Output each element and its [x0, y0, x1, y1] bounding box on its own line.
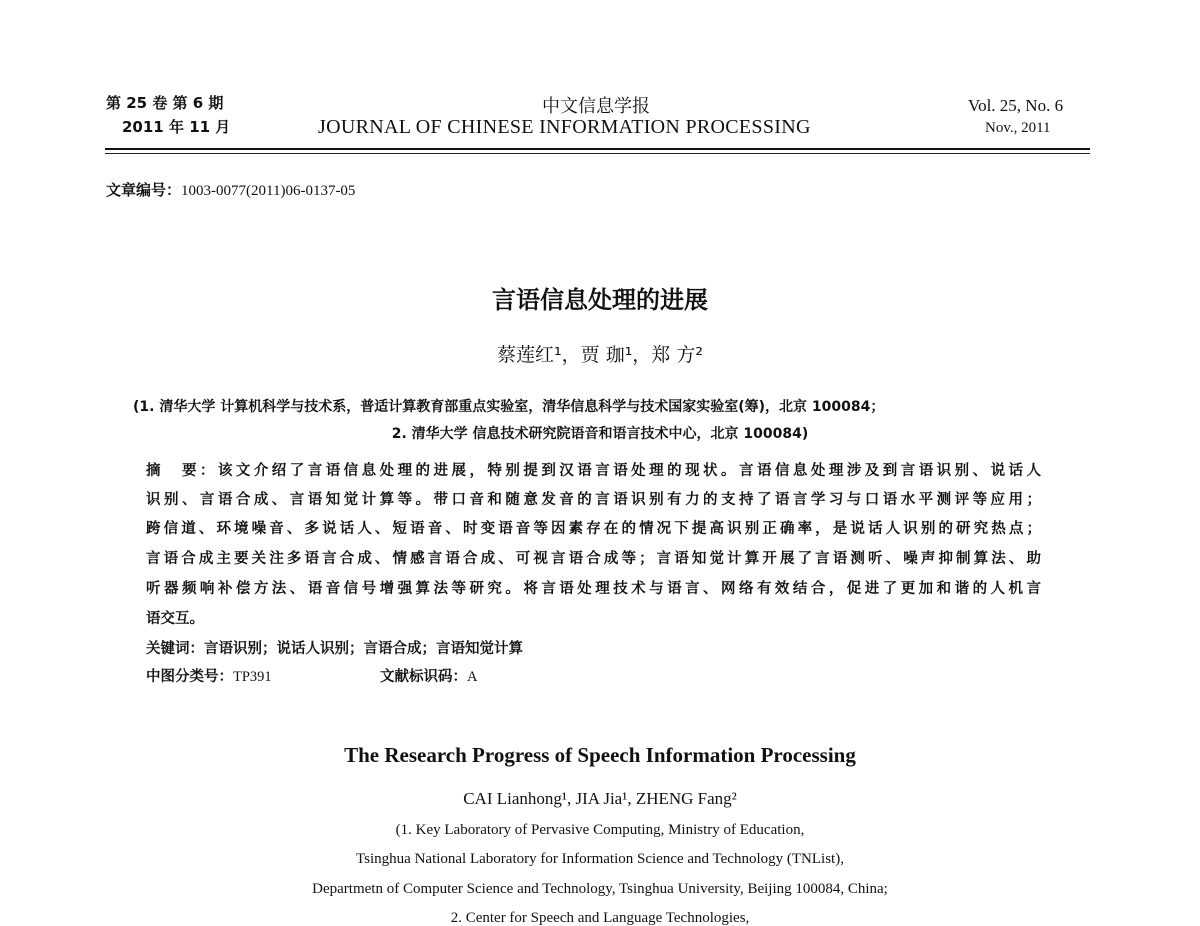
keywords-value: 言语识别；说话人识别；言语合成；言语知觉计算: [204, 641, 523, 657]
title-en: The Research Progress of Speech Information Processing: [344, 743, 856, 767]
classification: [146, 665, 272, 686]
affiliation-cn-1: (1. 清华大学 计算机科学与技术系，普适计算教育部重点实验室，清华信息科学与技术国家实验室(筹)，北京 100084；: [133, 399, 885, 415]
abstract-line: 识别、言语合成、言语知觉计算等。带口音和随意发音的言语识别有力的支持了语言学习与口语水平测评等应用；: [146, 492, 1041, 508]
authors-cn: 蔡莲红¹，贾 珈¹，郑 方²: [497, 344, 703, 366]
abstract-line: [146, 459, 1041, 480]
abstract-line: 语交互。: [146, 611, 204, 627]
date-cn: 2011 年 11 月: [122, 118, 231, 136]
abstract-line: 听器频响补偿方法、语音信号增强算法等研究。将言语处理技术与语言、网络有效结合，促进了更加和谐的人机言: [146, 581, 1041, 597]
keywords: [146, 637, 523, 658]
classification-value: TP391: [233, 669, 272, 685]
volume-cn: 第 25 卷 第 6 期: [106, 94, 224, 112]
abstract-label: 摘 要：: [146, 463, 218, 479]
document-code-value: A: [467, 669, 478, 685]
document-code-label: 文献标识码：: [380, 669, 467, 685]
date-en: Nov., 2011: [985, 120, 1051, 136]
journal-en: JOURNAL OF CHINESE INFORMATION PROCESSING: [318, 116, 811, 138]
affiliation-en-4: 2. Center for Speech and Language Technologies,: [450, 910, 750, 926]
header-rule-thin: [105, 153, 1090, 154]
authors-en: CAI Lianhong¹, JIA Jia¹, ZHENG Fang²: [463, 789, 737, 808]
keywords-label: 关键词：: [146, 641, 204, 657]
volume-en: Vol. 25, No. 6: [968, 96, 1064, 115]
affiliation-en-3: Departmetn of Computer Science and Technology, Tsinghua University, Beijing 100084, China;: [312, 881, 888, 897]
affiliation-en-1: (1. Key Laboratory of Pervasive Computing, Ministry of Education,: [395, 822, 805, 838]
classification-label: 中图分类号：: [146, 669, 233, 685]
article-number-value: 1003-0077(2011)06-0137-05: [181, 183, 356, 199]
article-number-label: 文章编号：: [106, 181, 182, 199]
abstract-line: 言语合成主要关注多语言合成、情感言语合成、可视言语合成等；言语知觉计算开展了言语测听、噪声抑制算法、助: [146, 551, 1041, 567]
journal-cn-text: 中文信息学报: [542, 96, 650, 117]
title-cn: 言语信息处理的进展: [492, 286, 708, 314]
article-number: [106, 179, 355, 200]
abstract-text: 该文介绍了言语信息处理的进展，特别提到汉语言语处理的现状。言语信息处理涉及到言语识别、说话人: [217, 463, 1042, 479]
affiliation-cn-2: 2. 清华大学 信息技术研究院语音和语言技术中心，北京 100084): [391, 426, 809, 442]
affiliation-en-2: Tsinghua National Laboratory for Information Science and Technology (TNList),: [356, 851, 844, 867]
document-code: [380, 665, 477, 686]
abstract-line: 跨信道、环境噪音、多说话人、短语音、时变语音等因素存在的情况下提高识别正确率，是说话人识别的研究热点；: [146, 521, 1041, 537]
header-rule: [105, 148, 1090, 150]
